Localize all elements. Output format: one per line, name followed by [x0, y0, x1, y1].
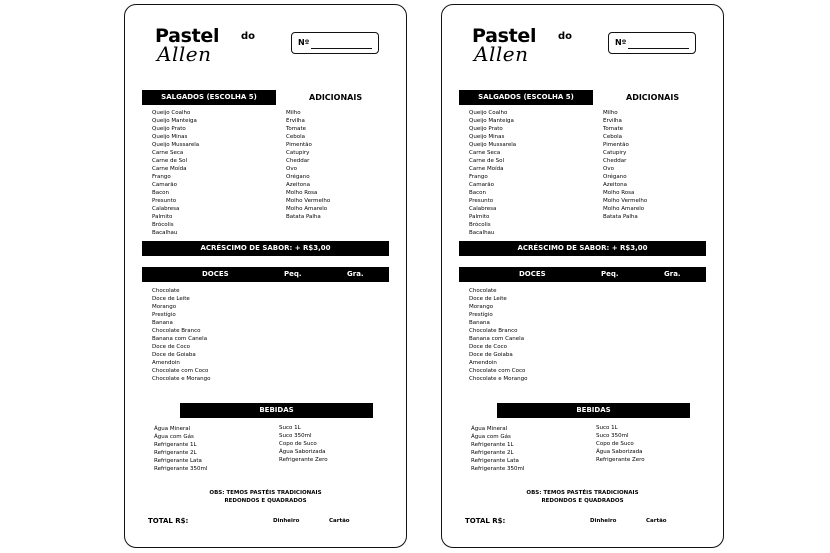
- brand-logo: [153, 25, 227, 75]
- list-item: Queijo Minas: [152, 134, 188, 140]
- list-item: Chocolate Branco: [152, 328, 201, 334]
- list-item: Carne de Sol: [152, 158, 188, 164]
- list-item: Doce de Coco: [469, 344, 507, 350]
- list-item: Refrigerante 1L: [471, 442, 514, 448]
- extras-header: ADICIONAIS: [626, 93, 680, 102]
- obs-line-2: REDONDOS E QUADRADOS: [541, 498, 624, 504]
- sweets-header-bar: [459, 267, 706, 282]
- sweets-list: [152, 287, 210, 383]
- list-item: Refrigerante 350ml: [471, 466, 525, 472]
- list-item: Água Mineral: [154, 426, 191, 432]
- list-item: Refrigerante Zero: [279, 457, 328, 463]
- list-item: Refrigerante 350ml: [154, 466, 208, 472]
- order-number-field[interactable]: [291, 32, 379, 54]
- sweets-list: [469, 287, 527, 383]
- list-item: Presunto: [469, 198, 494, 204]
- payment-card[interactable]: Cartão: [646, 518, 667, 524]
- list-item: Chocolate e Morango: [152, 376, 211, 382]
- drinks-header: BEBIDAS: [497, 403, 690, 418]
- list-item: Ovo: [286, 166, 297, 172]
- list-item: Copo de Suco: [279, 441, 317, 447]
- list-item: Copo de Suco: [596, 441, 634, 447]
- list-item: Doce de Leite: [469, 296, 507, 302]
- list-item: Queijo Minas: [469, 134, 505, 140]
- list-item: Tomate: [603, 126, 624, 132]
- list-item: Queijo Prato: [469, 126, 503, 132]
- list-item: Calabresa: [469, 206, 497, 212]
- list-item: Cebola: [286, 134, 305, 140]
- savory-header: SALGADOS (ESCOLHA 5): [142, 90, 276, 105]
- list-item: Pimentão: [286, 142, 312, 148]
- list-item: Queijo Mussarela: [469, 142, 517, 148]
- list-item: Queijo Manteiga: [469, 118, 514, 124]
- extras-list: [603, 109, 647, 221]
- list-item: Camarão: [469, 182, 494, 188]
- list-item: Refrigerante 2L: [471, 450, 514, 456]
- drinks-list-col2: [596, 424, 645, 464]
- order-number-line: [628, 48, 689, 49]
- brand-name-bottom: Allen: [474, 42, 529, 66]
- payment-cash[interactable]: Dinheiro: [273, 518, 300, 524]
- brand-connector: do: [558, 31, 573, 42]
- list-item: Banana: [469, 320, 490, 326]
- list-item: Água com Gás: [154, 434, 194, 440]
- list-item: Água Saborizada: [596, 449, 643, 455]
- list-item: Morango: [469, 304, 494, 310]
- payment-card[interactable]: Cartão: [329, 518, 350, 524]
- list-item: Batata Palha: [603, 214, 638, 220]
- list-item: Cebola: [603, 134, 622, 140]
- list-item: Catupiry: [286, 150, 310, 156]
- list-item: Bacalhau: [152, 230, 178, 236]
- order-number-line: [311, 48, 372, 49]
- list-item: Doce de Goiaba: [152, 352, 196, 358]
- sweets-header: DOCES: [519, 270, 546, 278]
- list-item: Amendoin: [469, 360, 497, 366]
- list-item: Presunto: [152, 198, 177, 204]
- list-item: Prestígio: [152, 312, 176, 318]
- list-item: Prestígio: [469, 312, 493, 318]
- list-item: Suco 350ml: [596, 433, 629, 439]
- flavor-surcharge-banner: ACRÉSCIMO DE SABOR: + R$3,00: [459, 241, 706, 256]
- order-form-left: [124, 4, 407, 548]
- list-item: Chocolate: [469, 288, 497, 294]
- list-item: Molho Amarelo: [286, 206, 328, 212]
- list-item: Calabresa: [152, 206, 180, 212]
- order-form-right: [441, 4, 724, 548]
- list-item: Cheddar: [286, 158, 310, 164]
- total-label: TOTAL R$:: [148, 517, 189, 525]
- list-item: Queijo Coalho: [152, 110, 191, 116]
- list-item: Refrigerante Zero: [596, 457, 645, 463]
- list-item: Refrigerante Lata: [154, 458, 202, 464]
- size-small-label: Peq.: [284, 270, 302, 278]
- obs-note: [125, 489, 406, 505]
- list-item: Ovo: [603, 166, 614, 172]
- savory-list: [152, 109, 199, 237]
- list-item: Chocolate Branco: [469, 328, 518, 334]
- brand-name-top: Pastel: [472, 25, 537, 47]
- list-item: Carne Seca: [152, 150, 184, 156]
- list-item: Chocolate com Coco: [152, 368, 209, 374]
- list-item: Carne Moída: [152, 166, 187, 172]
- list-item: Molho Rosa: [603, 190, 635, 196]
- list-item: Banana: [152, 320, 173, 326]
- list-item: Banana com Canela: [152, 336, 208, 342]
- flavor-surcharge-banner: ACRÉSCIMO DE SABOR: + R$3,00: [142, 241, 389, 256]
- list-item: Batata Palha: [286, 214, 321, 220]
- list-item: Bacon: [469, 190, 487, 196]
- list-item: Carne Seca: [469, 150, 501, 156]
- list-item: Frango: [152, 174, 171, 180]
- list-item: Molho Rosa: [286, 190, 318, 196]
- list-item: Camarão: [152, 182, 177, 188]
- list-item: Suco 350ml: [279, 433, 312, 439]
- list-item: Refrigerante 1L: [154, 442, 197, 448]
- list-item: Milho: [603, 110, 618, 116]
- list-item: Bacalhau: [469, 230, 495, 236]
- list-item: Suco 1L: [596, 425, 618, 431]
- list-item: Doce de Leite: [152, 296, 190, 302]
- list-item: Suco 1L: [279, 425, 301, 431]
- drinks-list-col1: [471, 425, 524, 473]
- list-item: Brócolis: [469, 222, 491, 228]
- list-item: Carne de Sol: [469, 158, 505, 164]
- list-item: Palmito: [152, 214, 173, 220]
- list-item: Tomate: [286, 126, 307, 132]
- list-item: Molho Amarelo: [603, 206, 645, 212]
- sweets-header: DOCES: [202, 270, 229, 278]
- list-item: Chocolate e Morango: [469, 376, 528, 382]
- list-item: Molho Vermelho: [603, 198, 648, 204]
- list-item: Brócolis: [152, 222, 174, 228]
- list-item: Bacon: [152, 190, 170, 196]
- list-item: Pimentão: [603, 142, 629, 148]
- list-item: Refrigerante Lata: [471, 458, 519, 464]
- list-item: Chocolate: [152, 288, 180, 294]
- list-item: Carne Moída: [469, 166, 504, 172]
- list-item: Água Mineral: [471, 426, 508, 432]
- list-item: Água Saborizada: [279, 449, 326, 455]
- list-item: Orégano: [603, 174, 627, 180]
- drinks-header: BEBIDAS: [180, 403, 373, 418]
- list-item: Azeitona: [603, 182, 627, 188]
- list-item: Amendoin: [152, 360, 180, 366]
- list-item: Água com Gás: [471, 434, 511, 440]
- brand-name-bottom: Allen: [157, 42, 212, 66]
- total-label: TOTAL R$:: [465, 517, 506, 525]
- obs-line-1: OBS: TEMOS PASTÉIS TRADICIONAIS: [526, 490, 639, 496]
- extras-list: [286, 109, 330, 221]
- list-item: Ervilha: [286, 118, 305, 124]
- list-item: Queijo Manteiga: [152, 118, 197, 124]
- list-item: Frango: [469, 174, 488, 180]
- list-item: Queijo Mussarela: [152, 142, 200, 148]
- list-item: Morango: [152, 304, 177, 310]
- drinks-list-col2: [279, 424, 328, 464]
- extras-header: ADICIONAIS: [309, 93, 363, 102]
- list-item: Doce de Goiaba: [469, 352, 513, 358]
- list-item: Chocolate com Coco: [469, 368, 526, 374]
- list-item: Azeitona: [286, 182, 310, 188]
- brand-connector: do: [241, 31, 256, 42]
- obs-line-2: REDONDOS E QUADRADOS: [224, 498, 307, 504]
- brand-logo: [470, 25, 544, 75]
- drinks-list-col1: [154, 425, 207, 473]
- list-item: Catupiry: [603, 150, 627, 156]
- list-item: Queijo Coalho: [469, 110, 508, 116]
- order-number-label: Nº: [298, 38, 310, 47]
- size-large-label: Gra.: [664, 270, 681, 278]
- list-item: Banana com Canela: [469, 336, 525, 342]
- order-number-field[interactable]: [608, 32, 696, 54]
- list-item: Molho Vermelho: [286, 198, 331, 204]
- sweets-header-bar: [142, 267, 389, 282]
- order-number-label: Nº: [615, 38, 627, 47]
- obs-line-1: OBS: TEMOS PASTÉIS TRADICIONAIS: [209, 490, 322, 496]
- savory-header: SALGADOS (ESCOLHA 5): [459, 90, 593, 105]
- size-large-label: Gra.: [347, 270, 364, 278]
- list-item: Refrigerante 2L: [154, 450, 197, 456]
- list-item: Milho: [286, 110, 301, 116]
- savory-list: [469, 109, 516, 237]
- list-item: Ervilha: [603, 118, 622, 124]
- size-small-label: Peq.: [601, 270, 619, 278]
- list-item: Queijo Prato: [152, 126, 186, 132]
- brand-name-top: Pastel: [155, 25, 220, 47]
- list-item: Orégano: [286, 174, 310, 180]
- payment-cash[interactable]: Dinheiro: [590, 518, 617, 524]
- list-item: Cheddar: [603, 158, 627, 164]
- obs-note: [442, 489, 723, 505]
- list-item: Doce de Coco: [152, 344, 190, 350]
- list-item: Palmito: [469, 214, 490, 220]
